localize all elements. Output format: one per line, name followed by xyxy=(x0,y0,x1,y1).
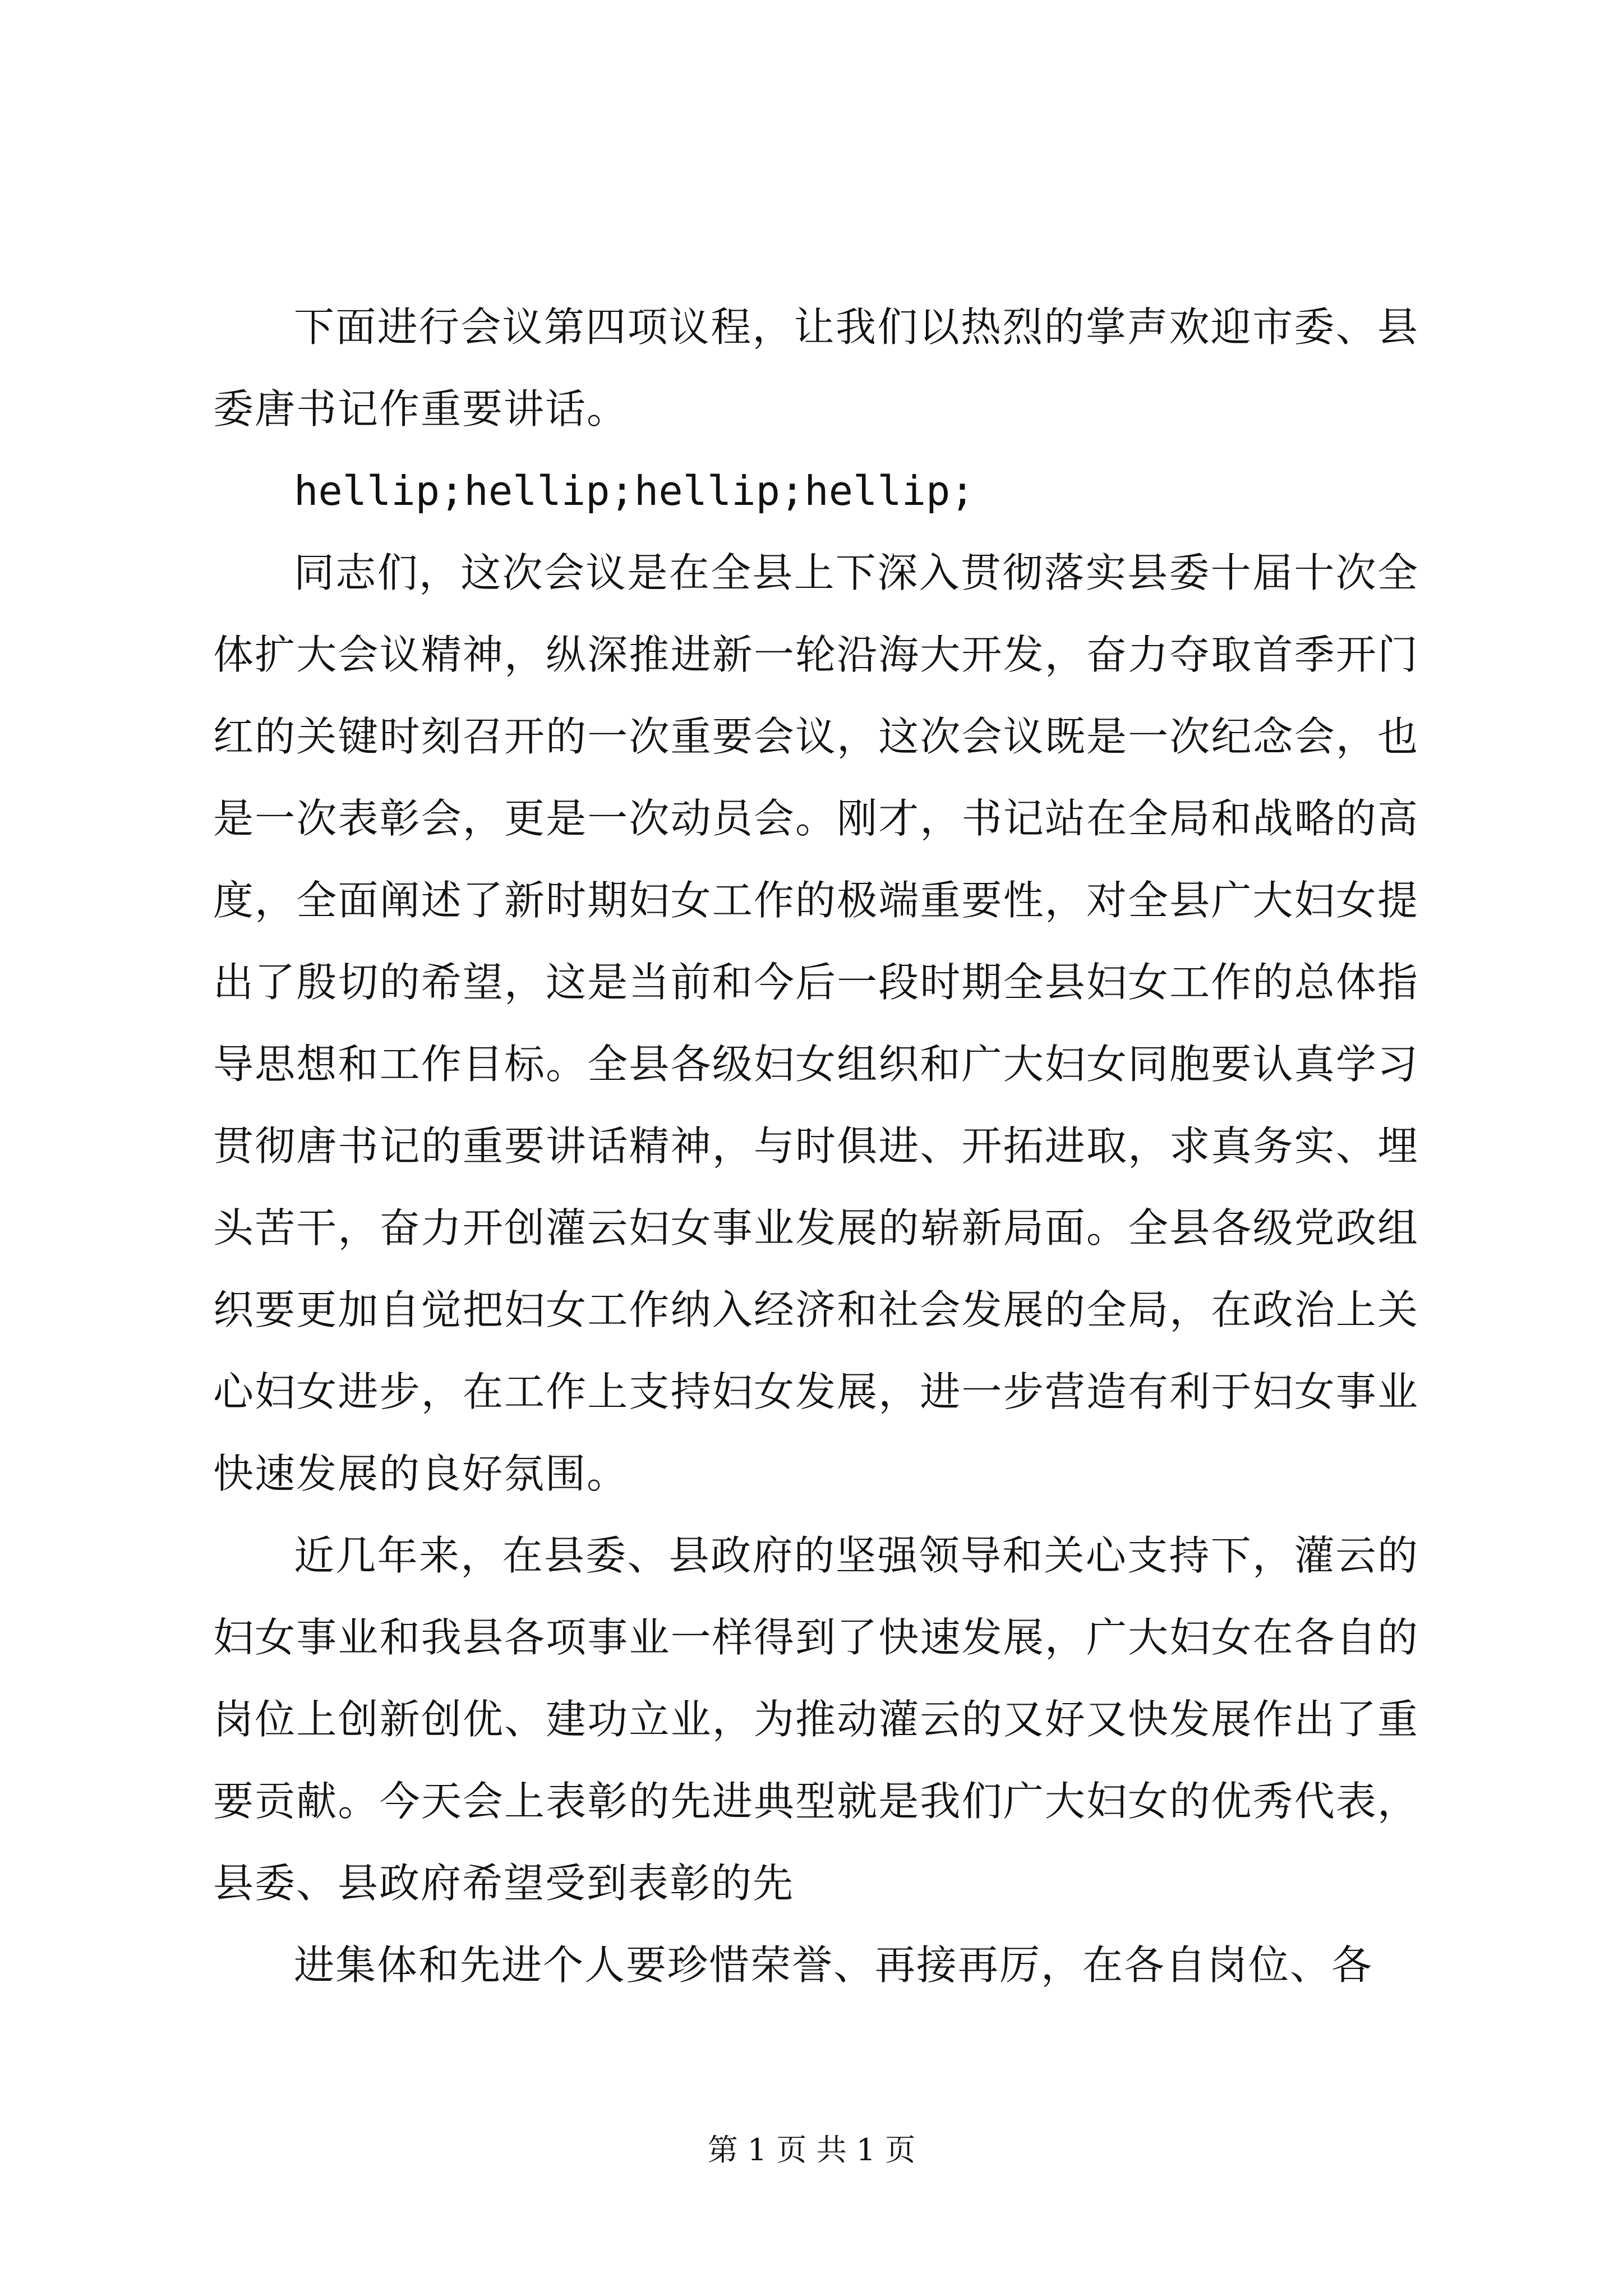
paragraph-recent-years: 近几年来，在县委、县政府的坚强领导和关心支持下，灌云的妇女事业和我县各项事业一样得到了快速发展，广大妇女在各自的岗位上创新创优、建功立业，为推动灌云的又好又快发展作出了重要贡献。今天会上表彰的先进典型就是我们广大妇女的优秀代表，县委、县政府希望受到表彰的先 xyxy=(213,1532,1419,1907)
paragraph-ellipsis: hellip;hellip;hellip;hellip; xyxy=(294,467,975,514)
paragraph-agenda: 下面进行会议第四项议程，让我们以热烈的掌声欢迎市委、县委唐书记作重要讲话。 xyxy=(213,303,1419,432)
document-body xyxy=(213,286,1419,2006)
page-number-footer: 第 1 页 共 1 页 xyxy=(707,2132,916,2168)
paragraph-comrades: 同志们，这次会议是在全县上下深入贯彻落实县委十届十次全体扩大会议精神，纵深推进新一轮沿海大开发，奋力夺取首季开门红的关键时刻召开的一次重要会议，这次会议既是一次纪念会，也是一次表彰会，更是一次动员会。刚才，书记站在全局和战略的高度，全面阐述了新时期妇女工作的极端重要性，对全县广大妇女提出了殷切的希望，这是当前和今后一段时期全县妇女工作的总体指导思想和工作目标。全县各级妇女组织和广大妇女同胞要认真学习贯彻唐书记的重要讲话精神，与时俱进、开拓进取，求真务实、埋头苦干，奋力开创灌云妇女事业发展的崭新局面。全县各级党政组织要更加自觉把妇女工作纳入经济和社会发展的全局，在政治上关心妇女进步，在工作上支持妇女发展，进一步营造有利于妇女事业快速发展的良好氛围。 xyxy=(213,549,1419,1497)
paragraph-continuation: 进集体和先进个人要珍惜荣誉、再接再厉，在各自岗位、各 xyxy=(294,1941,1373,1989)
